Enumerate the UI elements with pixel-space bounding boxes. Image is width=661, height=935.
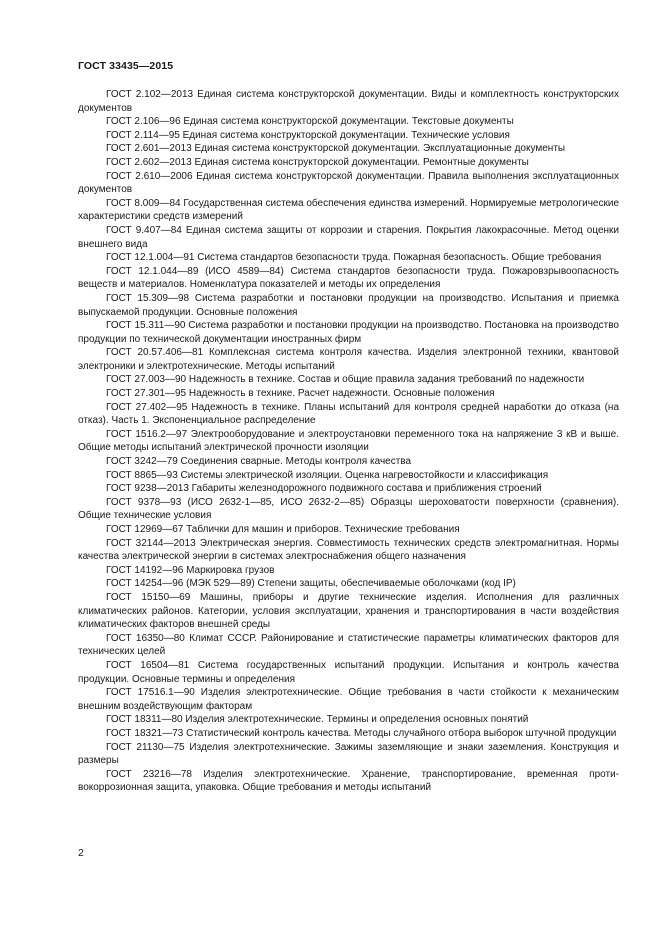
- reference-item: ГОСТ 23216—78 Изделия электротехнические. Хранение, транспортирование, временная противокоррозионная защита, упаковка. Общие требования и методы испытаний: [78, 768, 619, 794]
- reference-item: ГОСТ 14192—96 Маркировка грузов: [106, 564, 275, 576]
- reference-item: ГОСТ 2.601—2013 Единая система конструкторской документации. Эксплуатационные документы: [106, 143, 566, 155]
- reference-item: ГОСТ 3242—79 Соединения сварные. Методы контроля качества: [106, 456, 412, 468]
- reference-item: ГОСТ 15150—69 Машины, приборы и другие технические изделия. Исполнения для различных климатических районов. Категории, условия эксплуатации, хранения и транспортирования в части воздействия климатических факторов внешней среды: [78, 591, 619, 631]
- reference-item: ГОСТ 15.311—90 Система разработки и постановки продукции на производство. Постановка на производство продукции по технической документации иностранных фирм: [78, 320, 619, 345]
- reference-item: ГОСТ 2.106—96 Единая система конструкторской документации. Текстовые документы: [106, 116, 514, 128]
- reference-item: ГОСТ 18321—73 Статистический контроль качества. Методы случайного отбора выборок штучной продукции: [106, 727, 617, 739]
- reference-item: ГОСТ 12.1.004—91 Система стандартов безопасности труда. Пожарная безопасность. Общие требования: [106, 252, 602, 264]
- reference-item: ГОСТ 16350—80 Климат СССР. Районирование и статистические параметры климатических факторов для технических целей: [78, 632, 619, 658]
- reference-item: ГОСТ 17516.1—90 Изделия электротехнические. Общие требования в части стойкости к механическим внешним воздействующим факторам: [78, 687, 619, 712]
- reference-item: ГОСТ 9.407—84 Единая система защиты от коррозии и старения. Покрытия лакокрасочные. Метод оценки внешнего вида: [78, 224, 619, 250]
- reference-item: ГОСТ 1516.2—97 Электрооборудование и электроустановки переменного тока на напряжение 3 кВ и выше. Общие методы испытаний электрической прочности изоляции: [78, 428, 619, 454]
- normative-references-list: [78, 88, 619, 795]
- document-header: ГОСТ 33435—2015: [78, 60, 174, 72]
- reference-item: ГОСТ 27.402—95 Надежность в технике. Планы испытаний для контроля средней наработки до отказа (на отказ). Часть 1. Экспоненциальное распределение: [78, 401, 619, 427]
- reference-item: ГОСТ 8865—93 Системы электрической изоляции. Оценка нагревостойкости и классификация: [106, 469, 549, 481]
- reference-item: ГОСТ 9238—2013 Габариты железнодорожного подвижного состава и приближения строений: [106, 483, 542, 495]
- reference-item: ГОСТ 2.102—2013 Единая система конструкторской документации. Виды и комплектность конструкторских документов: [78, 89, 619, 114]
- reference-item: ГОСТ 18311—80 Изделия электротехнические. Термины и определения основных понятий: [106, 714, 529, 726]
- reference-item: ГОСТ 14254—96 (МЭК 529—89) Степени защиты, обеспечиваемые оболочками (код IP): [106, 578, 516, 590]
- reference-item: ГОСТ 27.003—90 Надежность в технике. Состав и общие правила задания требований по надежности: [106, 374, 585, 386]
- reference-item: ГОСТ 15.309—98 Система разработки и постановки продукции на производство. Испытания и приемка выпускаемой продукции. Основные положения: [78, 292, 619, 318]
- reference-item: ГОСТ 2.602—2013 Единая система конструкторской документации. Ремонтные документы: [106, 156, 529, 168]
- reference-item: ГОСТ 9378—93 (ИСО 2632-1—85, ИСО 2632-2—85) Образцы шероховатости поверхности (сравнения). Общие технические условия: [78, 496, 619, 522]
- page-number: 2: [78, 847, 84, 859]
- reference-item: ГОСТ 12.1.044—89 (ИСО 4589—84) Система стандартов безопасности труда. Пожаровзрывоопасность веществ и материалов. Номенклатура показателей и методы их определения: [78, 265, 619, 291]
- reference-item: ГОСТ 2.610—2006 Единая система конструкторской документации. Правила выполнения эксплуатационных документов: [78, 170, 619, 196]
- reference-item: ГОСТ 27.301—95 Надежность в технике. Расчет надежности. Основные положения: [106, 388, 495, 400]
- reference-item: ГОСТ 12969—67 Таблички для машин и приборов. Технические требования: [106, 524, 460, 535]
- reference-item: ГОСТ 20.57.406—81 Комплексная система контроля качества. Изделия электронной техники, квантовой электроники и электротехнические. Методы испытаний: [78, 347, 619, 372]
- reference-item: ГОСТ 16504—81 Система государственных испытаний продукции. Испытания и контроль качества продукции. Основные термины и определения: [78, 659, 619, 685]
- reference-item: ГОСТ 8.009—84 Государственная система обеспечения единства измерений. Нормируемые метрологические характеристики средств измерений: [78, 197, 619, 223]
- reference-item: ГОСТ 21130—75 Изделия электротехнические. Зажимы заземляющие и знаки заземления. Конструкция и размеры: [78, 741, 619, 767]
- reference-item: ГОСТ 32144—2013 Электрическая энергия. Совместимость технических средств электромагнитная. Нормы качества электрической энергии в системах электроснабжения общего назначения: [78, 537, 619, 563]
- reference-item: ГОСТ 2.114—95 Единая система конструкторской документации. Технические условия: [106, 129, 510, 141]
